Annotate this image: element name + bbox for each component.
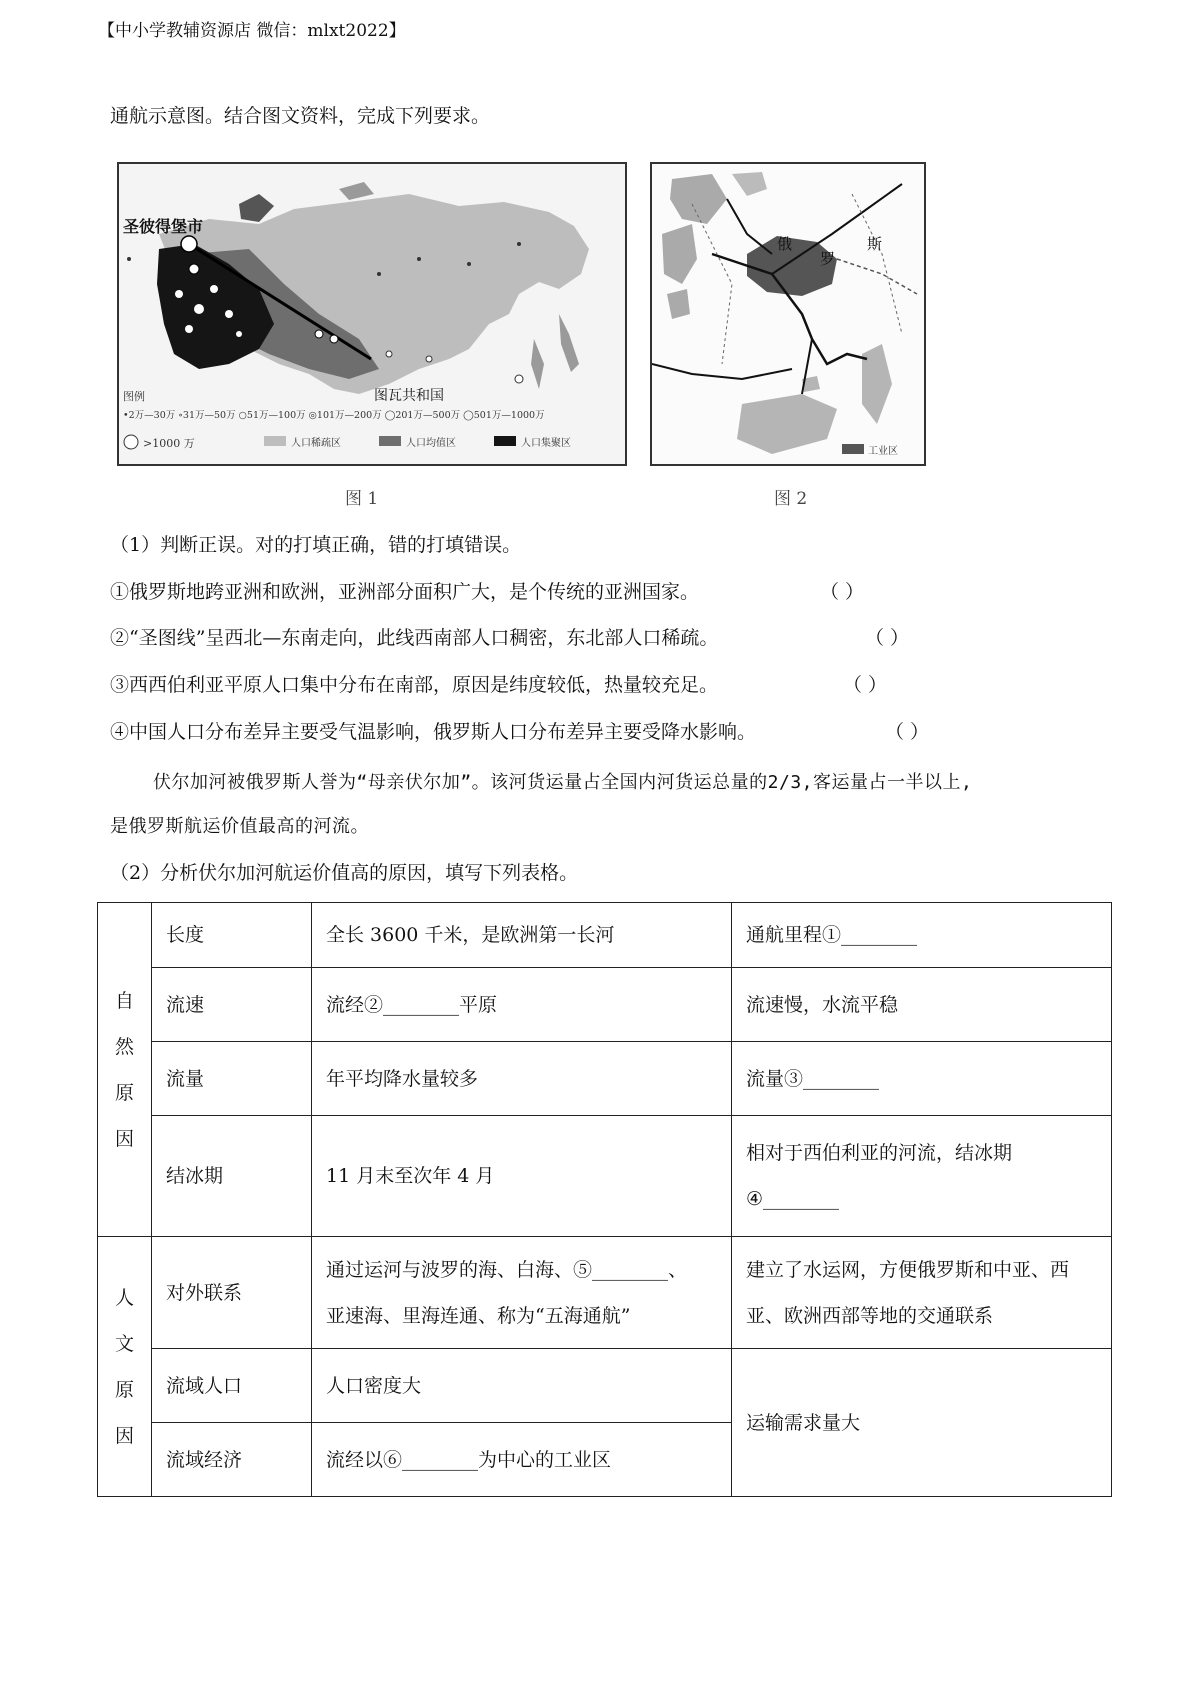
legend-large-city: >1000 万 (143, 437, 195, 450)
legend-title: 图例 (123, 390, 145, 403)
q1-blank-4[interactable]: （ ） (885, 721, 930, 743)
intro-text: 通航示意图。结合图文资料，完成下列要求。 (110, 105, 491, 127)
page-header: 【中小学教辅资源店 微信：mlxt2022】 (98, 21, 406, 41)
q1-item-2: ②“圣图线”呈西北—东南走向，此线西南部人口稠密，东北部人口稀疏。 (110, 627, 719, 649)
q2-title: （2）分析伏尔加河航运价值高的原因，填写下列表格。 (110, 862, 579, 884)
figure-1-caption: 图 1 (345, 489, 379, 509)
table-row (98, 1116, 1112, 1237)
cell-connection-effect: 建立了水运网，方便俄罗斯和中亚、西 亚、欧洲西部等地的交通联系 (732, 1237, 1112, 1349)
city-marker (181, 236, 197, 252)
table-row (98, 903, 1112, 968)
label-si: 斯 (867, 235, 883, 253)
table-row (98, 968, 1112, 1042)
label-luo: 罗 (820, 250, 836, 268)
q1-blank-2[interactable]: （ ） (865, 627, 910, 649)
cell-population-label: 流域人口 (152, 1349, 312, 1423)
cell-freeze-value: 11 月末至次年 4 月 (312, 1116, 732, 1237)
legend-sparse: 人口稀疏区 (291, 438, 341, 449)
figure-1-map (117, 162, 627, 466)
cell-length-value: 全长 3600 千米，是欧洲第一长河 (312, 903, 732, 968)
cell-blank-5[interactable]: 通过运河与波罗的海、白海、⑤________、 亚速海、里海连通、称为“五海通航” (312, 1237, 732, 1349)
label-tuva: 图瓦共和国 (374, 388, 444, 404)
cell-flow-value: 年平均降水量较多 (312, 1042, 732, 1116)
q1-blank-1[interactable]: （ ） (820, 581, 865, 603)
table-row (98, 1237, 1112, 1349)
cell-blank-4[interactable]: 相对于西伯利亚的河流，结冰期 ④________ (732, 1116, 1112, 1237)
figure-2-caption: 图 2 (774, 489, 808, 509)
q1-blank-3[interactable]: （ ） (843, 674, 888, 696)
legend-dense: 人口集聚区 (521, 438, 571, 449)
natural-reasons-header: 自 然 原 因 (98, 903, 152, 1237)
cell-flow-label: 流量 (152, 1042, 312, 1116)
passage-line-1: 伏尔加河被俄罗斯人誉为“母亲伏尔加”。该河货运量占全国内河货运总量的2/3,客运量占一半以上, (153, 772, 973, 793)
figure-2-map (650, 162, 926, 466)
passage-line-2: 是俄罗斯航运价值最高的河流。 (110, 816, 369, 837)
cell-freeze-label: 结冰期 (152, 1116, 312, 1237)
label-st-petersburg: 圣彼得堡市 (123, 217, 204, 236)
cell-transport-demand: 运输需求量大 (732, 1349, 1112, 1497)
human-reasons-header: 人 文 原 因 (98, 1237, 152, 1497)
cell-speed-label: 流速 (152, 968, 312, 1042)
q1-item-4: ④中国人口分布差异主要受气温影响，俄罗斯人口分布差异主要受降水影响。 (110, 721, 757, 743)
label-e: 俄 (777, 235, 793, 253)
cell-blank-1[interactable]: 通航里程①________ (732, 903, 1112, 968)
analysis-table (97, 902, 1112, 1497)
cell-blank-6[interactable]: 流经以⑥________为中心的工业区 (312, 1423, 732, 1497)
table-row (98, 1042, 1112, 1116)
cell-blank-3[interactable]: 流量③________ (732, 1042, 1112, 1116)
cell-blank-2[interactable]: 流经②________平原 (312, 968, 732, 1042)
cell-economy-label: 流域经济 (152, 1423, 312, 1497)
q1-item-1: ①俄罗斯地跨亚洲和欧洲，亚洲部分面积广大，是个传统的亚洲国家。 (110, 581, 700, 603)
q1-title: （1）判断正误。对的打填正确，错的打填错误。 (110, 534, 522, 556)
cell-length-label: 长度 (152, 903, 312, 968)
q1-item-3: ③西西伯利亚平原人口集中分布在南部，原因是纬度较低，热量较充足。 (110, 674, 719, 696)
table-row (98, 1349, 1112, 1423)
cell-population-value: 人口密度大 (312, 1349, 732, 1423)
legend-row1: •2万—30万 ∘31万—50万 ○51万—100万 ◎101万—200万 ◯201万—500万 ◯501万—1000万 (123, 410, 545, 421)
cell-speed-effect: 流速慢，水流平稳 (732, 968, 1112, 1042)
legend-industrial: 工业区 (868, 446, 898, 457)
legend-even: 人口均值区 (406, 438, 456, 449)
cell-connection-label: 对外联系 (152, 1237, 312, 1349)
